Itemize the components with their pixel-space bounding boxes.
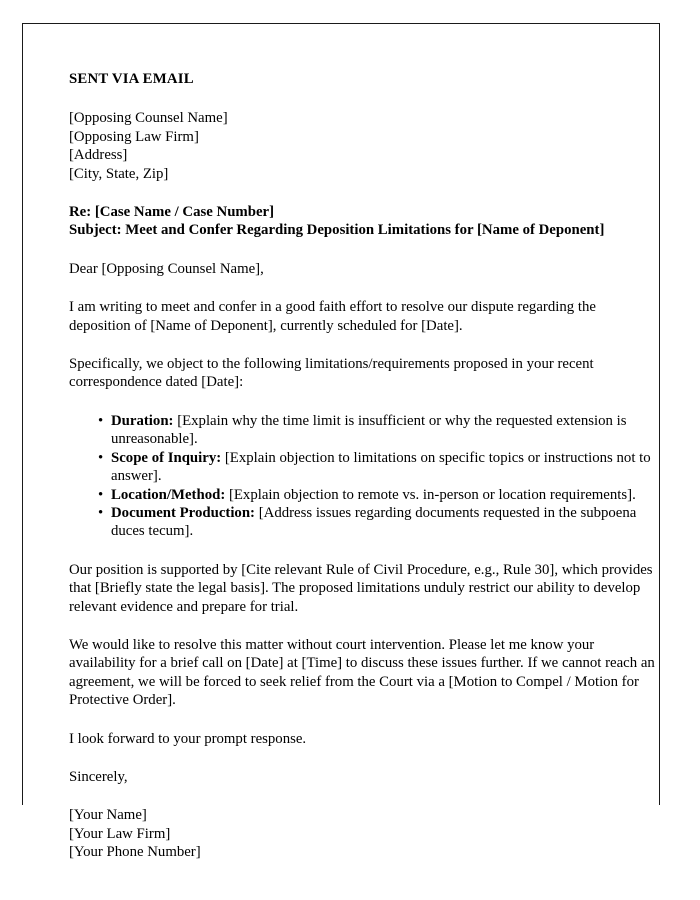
recipient-address: [Address] bbox=[69, 147, 128, 164]
objection-text: [Explain why the time limit is insufficient or why the requested extension is unreasonable]. bbox=[111, 412, 627, 448]
delivery-method-heading: SENT VIA EMAIL bbox=[69, 71, 194, 87]
document-page-frame bbox=[22, 23, 660, 861]
list-item bbox=[111, 449, 659, 486]
signoff: Sincerely, bbox=[69, 768, 128, 785]
salutation: Dear [Opposing Counsel Name], bbox=[69, 260, 264, 277]
objection-label: Scope of Inquiry: bbox=[111, 449, 222, 466]
sender-firm: [Your Law Firm] bbox=[69, 825, 171, 842]
objections-list bbox=[69, 412, 659, 541]
list-item bbox=[111, 412, 659, 449]
paragraph-objections-intro: Specifically, we object to the following limitations/requirements proposed in your recent correspondence dated [Date]: bbox=[69, 356, 594, 391]
list-item bbox=[111, 504, 659, 541]
objection-text: [Address issues regarding documents requested in the subpoena duces tecum]. bbox=[111, 504, 637, 540]
paragraph-intro: I am writing to meet and confer in a good faith effort to resolve our dispute regarding the deposition of [Name of Deponent], currently scheduled for [Date]. bbox=[69, 299, 596, 334]
objection-label: Location/Method: bbox=[111, 486, 226, 503]
objection-text: [Explain objection to remote vs. in-person or location requirements]. bbox=[228, 486, 636, 503]
recipient-name: [Opposing Counsel Name] bbox=[69, 110, 228, 127]
signature-block bbox=[69, 806, 659, 861]
objection-text: [Explain objection to limitations on specific topics or instructions not to answer]. bbox=[111, 449, 651, 485]
paragraph-legal-authority: Our position is supported by [Cite relevant Rule of Civil Procedure, e.g., Rule 30], which provides that [Briefly state the legal basis]. The proposed limitations unduly restrict our ability to develop relevant evidence and prepare for trial. bbox=[69, 561, 653, 615]
subject-line: Subject: Meet and Confer Regarding Deposition Limitations for [Name of Deponent] bbox=[69, 222, 605, 239]
recipient-firm: [Opposing Law Firm] bbox=[69, 128, 199, 145]
reference-block bbox=[69, 203, 659, 240]
objection-label: Document Production: bbox=[111, 504, 255, 521]
objection-label: Duration: bbox=[111, 412, 174, 429]
sender-name: [Your Name] bbox=[69, 807, 147, 824]
re-line: Re: [Case Name / Case Number] bbox=[69, 204, 275, 221]
paragraph-closing: I look forward to your prompt response. bbox=[69, 730, 307, 747]
recipient-address-block bbox=[69, 109, 659, 183]
recipient-city-state-zip: [City, State, Zip] bbox=[69, 165, 169, 182]
list-item bbox=[111, 486, 659, 504]
paragraph-resolution: We would like to resolve this matter without court intervention. Please let me know your availability for a brief call on [Date] at [Time] to discuss these issues further. If we cannot reach an agreement, we will be forced to seek relief from the Court via a [Motion to Compel / Motion for Protective Order]. bbox=[69, 636, 655, 709]
sender-phone: [Your Phone Number] bbox=[69, 844, 201, 861]
letter-body bbox=[69, 70, 659, 862]
